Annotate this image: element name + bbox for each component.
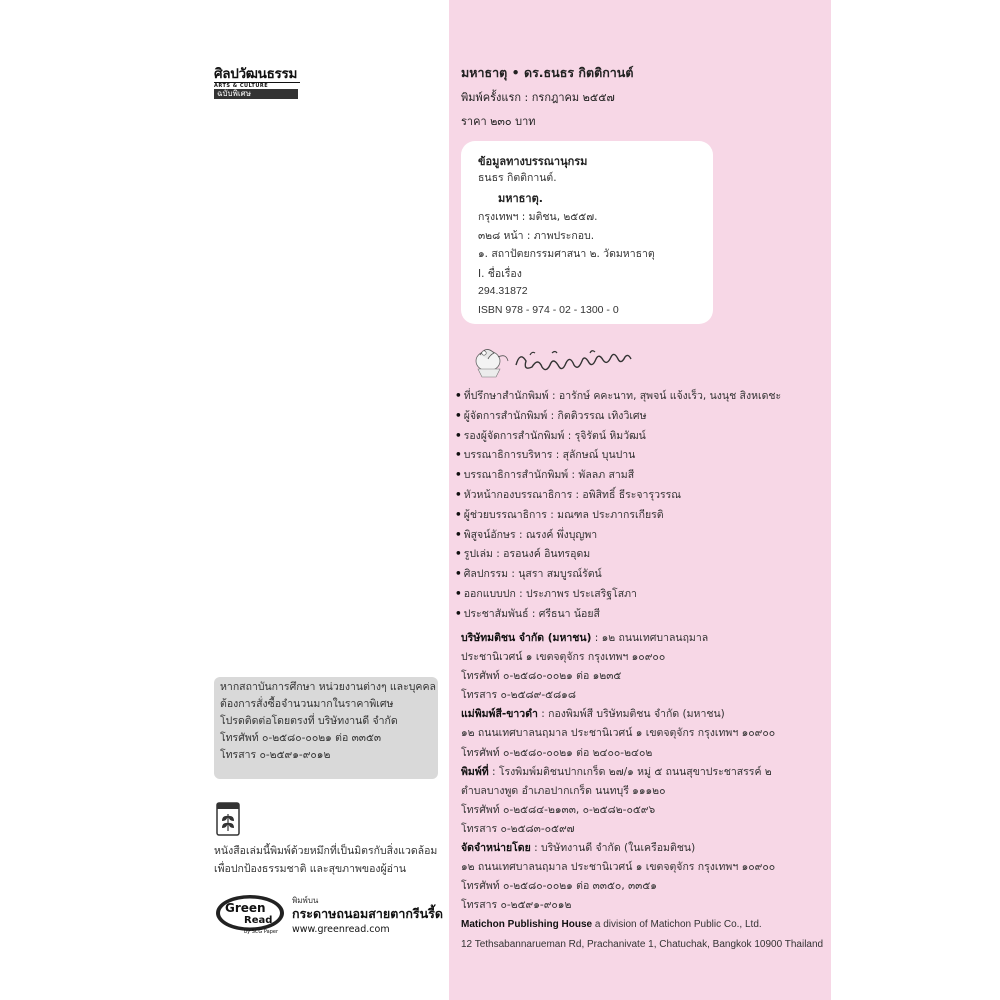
staff-item: • พิสูจน์อักษร : ณรงค์ พึ่งบุญพา xyxy=(455,528,598,541)
bullet-icon: • xyxy=(455,488,462,501)
cataloging-pages: ๓๒๘ หน้า : ภาพประกอบ. xyxy=(478,230,595,242)
price-line: ราคา ๒๓๐ บาท xyxy=(461,115,536,128)
bullet-icon: • xyxy=(455,548,462,561)
printed-on-label: พิมพ์บน xyxy=(292,896,319,905)
color-printer-label: แม่พิมพ์สี-ขาวดำ xyxy=(461,708,538,721)
company-line: โทรศัพท์ ๐-๒๕๘๐-๐๐๒๑ ต่อ ๒๔๐๐-๒๔๐๒ xyxy=(461,746,653,759)
bullet-icon: • xyxy=(455,508,462,521)
staff-item: • ผู้ช่วยบรรณาธิการ : มณฑล ประภากรเกียรติ xyxy=(455,508,664,521)
staff-item: • รูปเล่ม : อรอนงค์ อินทรอุดม xyxy=(455,548,591,561)
company-line: ๑๒ ถนนเทศบาลนฤมาล ประชานิเวศน์ ๑ เขตจตุจักร กรุงเทพฯ ๑๐๙๐๐ xyxy=(461,727,776,740)
printed-at-label: พิมพ์ที่ xyxy=(461,765,489,778)
svg-text:Read: Read xyxy=(244,915,273,926)
notice-line: โทรศัพท์ ๐-๒๕๘๐-๐๐๒๑ ต่อ ๓๓๕๓ xyxy=(220,732,382,744)
staff-item: • ผู้จัดการสำนักพิมพ์ : กิตติวรรณ เทิงวิเศษ xyxy=(455,409,647,422)
cataloging-dewey: 294.31872 xyxy=(478,285,528,297)
book-title-line: มหาธาตุ • ดร.ธนธร กิตติกานต์ xyxy=(461,65,634,80)
company-line: โทรศัพท์ ๐-๒๕๘๔-๒๑๓๓, ๐-๒๕๘๒-๐๕๙๖ xyxy=(461,803,656,816)
cataloging-heading: ข้อมูลทางบรรณานุกรม xyxy=(478,155,588,168)
green-read-paper: กระดาษถนอมสายตากรีนรี้ด xyxy=(292,906,444,921)
matichon-publisher-logo xyxy=(470,339,690,381)
bird-emblem-icon xyxy=(476,349,508,377)
script-signature xyxy=(516,354,631,369)
cataloging-book-title: มหาธาตุ. xyxy=(498,192,543,205)
company-line: พิมพ์ที่ : โรงพิมพ์มติชนปากเกร็ด ๒๗/๑ หมู่ ๕ ถนนสุขาประชาสรรค์ ๒ xyxy=(461,765,772,778)
eco-line: เพื่อปกป้องธรรมชาติ และสุขภาพของผู้อ่าน xyxy=(214,863,407,875)
logo-sub-text: ARTS & CULTURE xyxy=(214,82,300,89)
staff-item: • ที่ปรึกษาสำนักพิมพ์ : อารักษ์ คคะนาท, สุพจน์ แจ้งเร็ว, นงนุช สิงหเดชะ xyxy=(455,390,782,402)
green-read-url: www.greenread.com xyxy=(292,924,390,935)
company-line: โทรศัพท์ ๐-๒๕๘๐-๐๐๒๑ ต่อ ๑๒๓๕ xyxy=(461,670,622,683)
company-line: บริษัทมติชน จำกัด (มหาชน) : ๑๒ ถนนเทศบาลนฤมาล xyxy=(461,632,709,644)
bullet-icon: • xyxy=(455,409,462,422)
bullet-icon: • xyxy=(455,469,462,482)
bulk-order-notice xyxy=(214,677,438,779)
company-line: ตำบลบางพูด อำเภอปากเกร็ด นนทบุรี ๑๑๑๒๐ xyxy=(461,784,666,797)
bullet-icon: • xyxy=(455,390,462,402)
publisher-english-name: Matichon Publishing House xyxy=(461,919,593,931)
bullet-icon: • xyxy=(455,449,462,462)
company-line: ๑๒ ถนนเทศบาลนฤมาล ประชานิเวศน์ ๑ เขตจตุจักร กรุงเทพฯ ๑๐๙๐๐ xyxy=(461,861,776,874)
cataloging-author: ธนธร กิตติกานต์. xyxy=(478,172,557,184)
company-line: ประชานิเวศน์ ๑ เขตจตุจักร กรุงเทพฯ ๑๐๙๐๐ xyxy=(461,651,666,664)
bullet-icon: • xyxy=(455,568,462,581)
notice-line: โทรสาร ๐-๒๕๙๑-๙๐๑๒ xyxy=(220,749,331,761)
notice-line: ต้องการสั่งซื้อจำนวนมากในราคาพิเศษ xyxy=(220,698,394,710)
staff-item: • บรรณาธิการบริหาร : สุลักษณ์ บุนปาน xyxy=(455,449,636,462)
distributor-label: จัดจำหน่ายโดย xyxy=(461,842,531,855)
eco-line: หนังสือเล่มนี้พิมพ์ด้วยหมึกที่เป็นมิตรกับสิ่งแวดล้อม xyxy=(214,845,438,857)
company-line: โทรศัพท์ ๐-๒๕๘๐-๐๐๒๑ ต่อ ๓๓๕๐, ๓๓๕๑ xyxy=(461,880,657,893)
svg-text:Green: Green xyxy=(225,901,266,915)
staff-item: • บรรณาธิการสำนักพิมพ์ : พัลลภ สามสี xyxy=(455,469,635,482)
notice-line: หากสถาบันการศึกษา หน่วยงานต่างๆ และบุคคล xyxy=(220,681,436,693)
staff-list xyxy=(455,387,781,625)
notice-line: โปรดติดต่อโดยตรงที่ บริษัทงานดี จำกัด xyxy=(220,715,398,727)
arts-culture-logo xyxy=(214,66,300,100)
bullet-icon: • xyxy=(455,528,462,541)
cataloging-title-entry: I. ชื่อเรื่อง xyxy=(478,268,522,280)
eco-book-icon xyxy=(216,802,240,836)
cataloging-box xyxy=(461,141,713,324)
staff-item: • หัวหน้ากองบรรณาธิการ : อพิสิทธิ์ ธีระจารุวรรณ xyxy=(455,488,682,501)
cataloging-isbn: ISBN 978 - 974 - 02 - 1300 - 0 xyxy=(478,304,619,316)
company-info xyxy=(461,629,823,954)
logo-main-text: ศิลปวัฒนธรรม xyxy=(214,66,298,82)
company-line: Matichon Publishing House a division of Matichon Public Co., Ltd. xyxy=(461,919,762,931)
green-read-logo xyxy=(214,893,286,935)
staff-item: • ประชาสัมพันธ์ : ศรีธนา น้อยสี xyxy=(455,607,600,620)
company-line: 12 Tethsabannarueman Rd, Prachanivate 1, Chatuchak, Bangkok 10900 Thailand xyxy=(461,938,824,950)
svg-text:by SCG Paper: by SCG Paper xyxy=(244,929,279,935)
company-line: โทรสาร ๐-๒๕๙๑-๙๐๑๒ xyxy=(461,899,572,912)
company-line: แม่พิมพ์สี-ขาวดำ : กองพิมพ์สี บริษัทมติชน จำกัด (มหาชน) xyxy=(461,708,725,721)
cataloging-subjects: ๑. สถาปัตยกรรมศาสนา ๒. วัดมหาธาตุ xyxy=(478,248,655,260)
eco-ink-note xyxy=(214,842,454,878)
bullet-icon: • xyxy=(455,429,462,442)
cataloging-publication: กรุงเทพฯ : มติชน, ๒๕๕๗. xyxy=(478,211,598,223)
staff-item: • ออกแบบปก : ประภาพร ประเสริฐโสภา xyxy=(455,587,637,600)
bullet-icon: • xyxy=(455,587,462,600)
logo-edition-text: ฉบับพิเศษ xyxy=(214,89,298,99)
company-name: บริษัทมติชน จำกัด (มหาชน) xyxy=(461,632,592,644)
company-line: โทรสาร ๐-๒๕๘๓-๐๕๙๗ xyxy=(461,822,575,835)
staff-item: • ศิลปกรรม : นุสรา สมบูรณ์รัตน์ xyxy=(455,568,602,581)
bullet-icon: • xyxy=(455,607,462,620)
company-line: โทรสาร ๐-๒๕๘๙-๕๘๑๘ xyxy=(461,689,576,702)
first-print-line: พิมพ์ครั้งแรก : กรกฎาคม ๒๕๕๗ xyxy=(461,91,615,104)
company-line: จัดจำหน่ายโดย : บริษัทงานดี จำกัด (ในเครือมติชน) xyxy=(461,842,696,855)
staff-item: • รองผู้จัดการสำนักพิมพ์ : รุจิรัตน์ หิมวัฒน์ xyxy=(455,429,646,442)
